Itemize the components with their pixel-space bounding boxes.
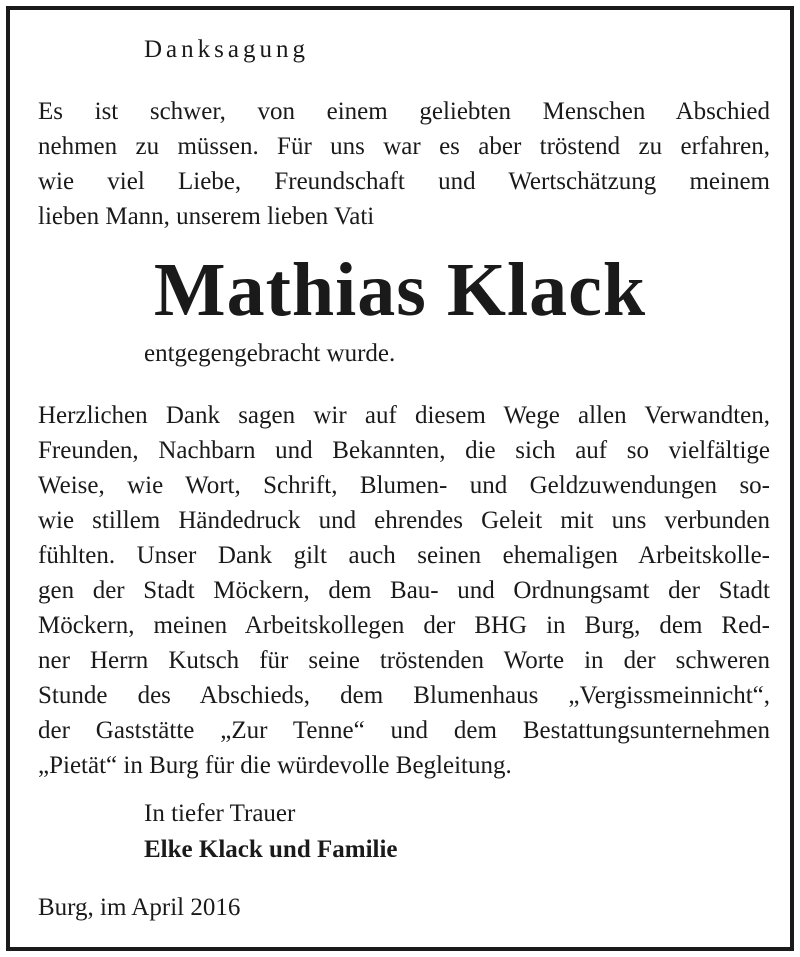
- deceased-name: Mathias Klack: [153, 248, 647, 332]
- intro-line: wie viel Liebe, Freundschaft und Wertschätzung meinem: [38, 168, 770, 195]
- closing-block: [144, 796, 398, 868]
- place-date: Burg, im April 2016: [38, 894, 241, 921]
- thanks-line: wie stillem Händedruck und ehrendes Geleit mit uns verbunden: [38, 507, 770, 534]
- thanks-line: Stunde des Abschieds, dem Blumenhaus „Vergissmeinnicht“,: [38, 682, 770, 709]
- thanks-line: Freunden, Nachbarn und Bekannten, die sich auf so vielfältige: [38, 437, 770, 464]
- thanks-line: Herzlichen Dank sagen wir auf diesem Wege allen Verwandten,: [38, 402, 770, 429]
- after-name-text: entgegengebracht wurde.: [144, 340, 396, 367]
- signature: Elke Klack und Familie: [144, 836, 398, 863]
- obituary-notice: [6, 6, 794, 951]
- thanks-paragraph: [38, 398, 770, 783]
- notice-heading: Danksagung: [144, 36, 309, 63]
- thanks-line: gen der Stadt Möckern, dem Bau- und Ordnungsamt der Stadt: [38, 577, 770, 604]
- thanks-line: ner Herrn Kutsch für seine tröstenden Worte in der schweren: [38, 647, 770, 674]
- intro-line: lieben Mann, unserem lieben Vati: [38, 203, 375, 230]
- intro-paragraph: [38, 94, 770, 234]
- intro-line: nehmen zu müssen. Für uns war es aber tröstend zu erfahren,: [38, 133, 770, 160]
- intro-line: Es ist schwer, von einem geliebten Menschen Abschied: [38, 98, 770, 125]
- closing-line: In tiefer Trauer: [144, 800, 296, 827]
- thanks-line: Weise, wie Wort, Schrift, Blumen- und Geldzuwendungen so-: [38, 472, 770, 499]
- thanks-line: Möckern, meinen Arbeitskollegen der BHG in Burg, dem Red-: [38, 612, 770, 639]
- thanks-line: der Gaststätte „Zur Tenne“ und dem Bestattungsunternehmen: [38, 717, 770, 744]
- thanks-line: fühlten. Unser Dank gilt auch seinen ehemaligen Arbeitskolle-: [38, 542, 770, 569]
- thanks-line: „Pietät“ in Burg für die würdevolle Begleitung.: [38, 752, 512, 779]
